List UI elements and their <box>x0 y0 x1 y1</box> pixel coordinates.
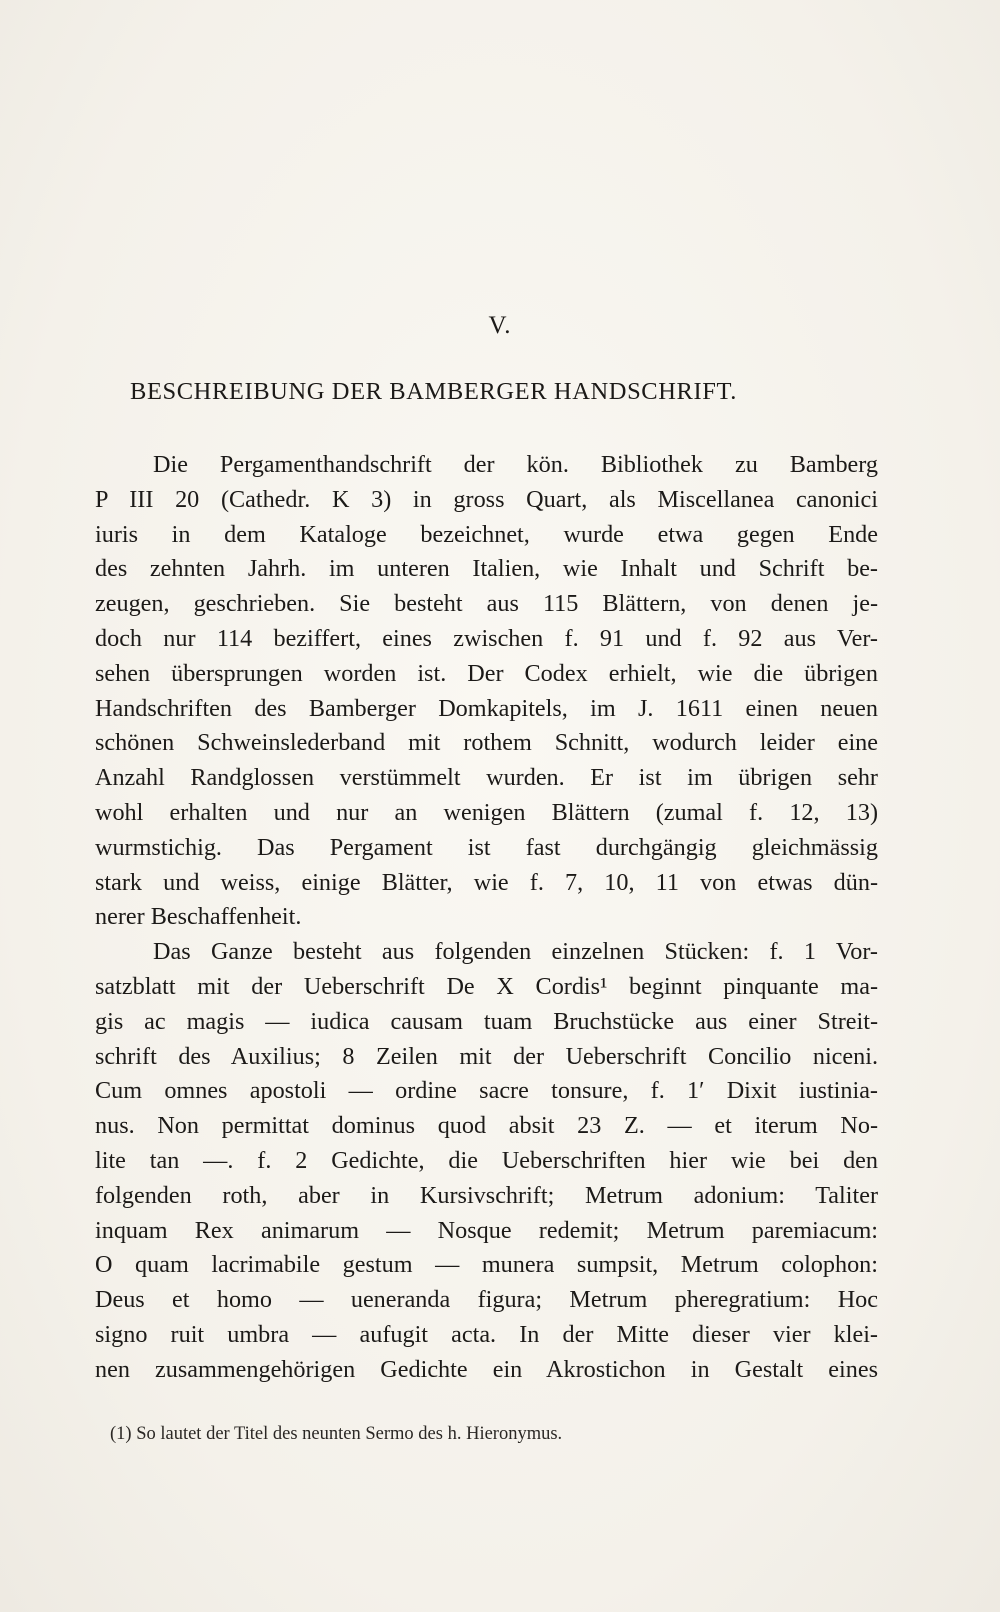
text-line: satzblatt mit der Ueberschrift De X Cordis¹ beginnt pinquante ma- <box>95 972 878 1000</box>
text-line: Cum omnes apostoli — ordine sacre tonsure, f. 1′ Dixit iustinia- <box>95 1077 878 1105</box>
text-line: schönen Schweinslederband mit rothem Schnitt, wodurch leider eine <box>95 729 878 757</box>
text-line: stark und weiss, einige Blätter, wie f. 7, 10, 11 von etwas dün- <box>95 868 878 896</box>
text-line: zeugen, geschrieben. Sie besteht aus 115 Blättern, von denen je- <box>95 590 878 618</box>
text-line: inquam Rex animarum — Nosque redemit; Metrum paremiacum: <box>95 1216 878 1244</box>
chapter-title: BESCHREIBUNG DER BAMBERGER HANDSCHRIFT. <box>130 378 737 405</box>
text-line: iuris in dem Kataloge bezeichnet, wurde etwa gegen Ende <box>95 520 878 548</box>
text-line: O quam lacrimabile gestum — munera sumpsit, Metrum colophon: <box>95 1251 878 1279</box>
chapter-number: V. <box>488 312 512 339</box>
text-line: wurmstichig. Das Pergament ist fast durchgängig gleichmässig <box>95 833 878 861</box>
body-text <box>95 448 878 1388</box>
text-line: wohl erhalten und nur an wenigen Blättern (zumal f. 12, 13) <box>95 798 878 826</box>
footnote: (1) So lautet der Titel des neunten Sermo des h. Hieronymus. <box>110 1424 563 1444</box>
text-line: lite tan —. f. 2 Gedichte, die Ueberschriften hier wie bei den <box>95 1146 878 1174</box>
text-line: nerer Beschaffenheit. <box>95 903 302 931</box>
text-line: sehen übersprungen worden ist. Der Codex erhielt, wie die übrigen <box>95 659 878 687</box>
text-line: Die Pergamenthandschrift der kön. Bibliothek zu Bamberg <box>153 451 878 478</box>
text-line: des zehnten Jahrh. im unteren Italien, wie Inhalt und Schrift be- <box>95 555 878 583</box>
text-line: Deus et homo — ueneranda figura; Metrum pheregratium: Hoc <box>95 1286 878 1314</box>
text-line: P III 20 (Cathedr. K 3) in gross Quart, als Miscellanea canonici <box>95 485 878 513</box>
text-line: doch nur 114 beziffert, eines zwischen f. 91 und f. 92 aus Ver- <box>95 624 878 652</box>
text-line: folgenden roth, aber in Kursivschrift; Metrum adonium: Taliter <box>95 1181 878 1209</box>
text-line: nus. Non permittat dominus quod absit 23 Z. — et iterum No- <box>95 1112 878 1140</box>
text-line: nen zusammengehörigen Gedichte ein Akrostichon in Gestalt eines <box>95 1355 878 1383</box>
text-line: gis ac magis — iudica causam tuam Bruchstücke aus einer Streit- <box>95 1007 878 1035</box>
text-line: schrift des Auxilius; 8 Zeilen mit der Ueberschrift Concilio niceni. <box>95 1042 878 1070</box>
text-line: Das Ganze besteht aus folgenden einzelnen Stücken: f. 1 Vor- <box>153 938 878 966</box>
text-line: signo ruit umbra — aufugit acta. In der Mitte dieser vier klei- <box>95 1320 878 1348</box>
text-line: Anzahl Randglossen verstümmelt wurden. Er ist im übrigen sehr <box>95 764 878 792</box>
text-line: Handschriften des Bamberger Domkapitels, im J. 1611 einen neuen <box>95 694 878 722</box>
